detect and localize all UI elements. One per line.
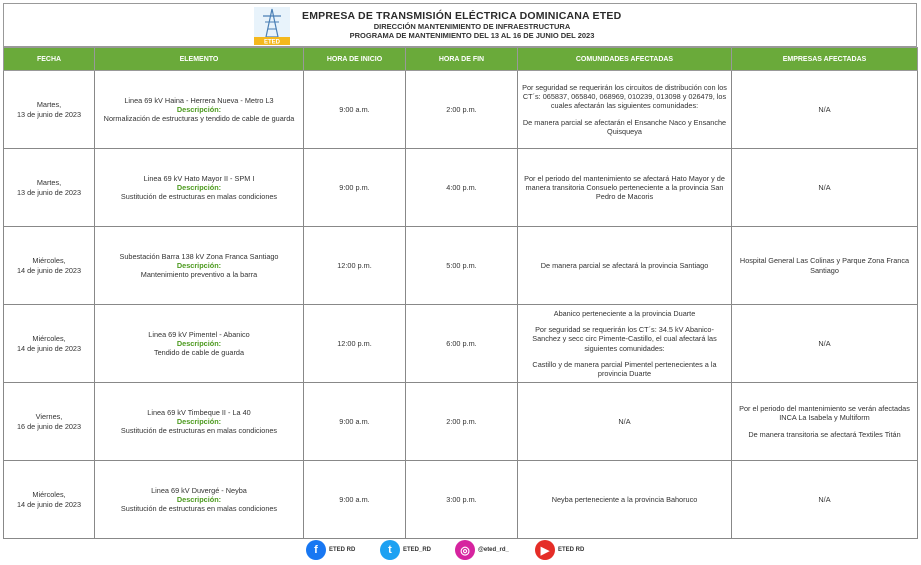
end-time: 2:00 p.m. xyxy=(446,416,477,426)
header-titles xyxy=(302,10,642,40)
company-text: Hospital General Las Colinas y Parque Zona Franca Santiago xyxy=(739,256,910,275)
table-row xyxy=(4,227,918,305)
end-time: 3:00 p.m. xyxy=(446,494,477,504)
end-time-cell xyxy=(406,461,518,539)
community-text: De manera parcial se afectarán el Ensanche Naco y Ensanche Quisqueya xyxy=(522,117,727,136)
start-time-cell xyxy=(304,461,406,539)
date-cell xyxy=(4,383,95,461)
start-time-cell xyxy=(304,149,406,227)
element-cell xyxy=(95,305,304,383)
companies-cell xyxy=(732,383,918,461)
col-header-hora-inicio: HORA DE INICIO xyxy=(304,48,406,71)
description-label: Descripción: xyxy=(176,104,222,114)
company-text: N/A xyxy=(818,182,831,192)
element-cell xyxy=(95,461,304,539)
social-link[interactable] xyxy=(380,540,431,560)
community-text: Castillo y de manera parcial Pimentel pertenecientes a la provincia Duarte xyxy=(532,359,717,378)
community-text: Por seguridad se requerirán los CT´s: 34.5 kV Abanico-Sanchez y secc circ Pimente-Castillo, el cual afectará las siguientes comunidades: xyxy=(532,325,717,353)
end-time: 4:00 p.m. xyxy=(446,182,477,192)
col-header-fecha: FECHA xyxy=(4,48,95,71)
date-cell xyxy=(4,461,95,539)
twitter-icon: t xyxy=(380,540,400,560)
date-cell xyxy=(4,149,95,227)
social-label: ETED RD xyxy=(329,547,356,553)
date-cell xyxy=(4,71,95,149)
col-header-hora-fin: HORA DE FIN xyxy=(406,48,518,71)
company-text: N/A xyxy=(818,338,831,348)
company-text: Por el periodo del mantenimiento se verán afectadas INCA La Isabela y Multiform xyxy=(739,404,910,423)
table-row xyxy=(4,71,918,149)
description-label: Descripción: xyxy=(176,182,222,192)
communities-cell xyxy=(518,461,732,539)
start-time: 9:00 a.m. xyxy=(339,104,370,114)
companies-cell xyxy=(732,149,918,227)
department-title: DIRECCIÓN MANTENIMIENTO DE INFRAESTRUCTURA xyxy=(373,22,571,31)
start-time: 9:00 a.m. xyxy=(339,494,370,504)
date-text: 13 de junio de 2023 xyxy=(16,109,82,119)
youtube-icon: ▶ xyxy=(535,540,555,560)
community-text: N/A xyxy=(618,416,631,426)
company-text: De manera transitoria se afectará Textiles Titán xyxy=(748,429,901,439)
element-name: Linea 69 kV Pimentel - Abanico xyxy=(148,329,250,339)
start-time: 9:00 p.m. xyxy=(339,182,370,192)
document-header xyxy=(3,3,917,47)
communities-cell xyxy=(518,383,732,461)
communities-cell xyxy=(518,227,732,305)
element-cell xyxy=(95,383,304,461)
end-time: 2:00 p.m. xyxy=(446,104,477,114)
element-cell xyxy=(95,227,304,305)
end-time-cell xyxy=(406,149,518,227)
description-label: Descripción: xyxy=(176,338,222,348)
community-text: Por el periodo del mantenimiento se afectará Hato Mayor y de manera transitoria Consuelo perteneciente a la provincia San Pedro de Macoris xyxy=(524,173,725,202)
element-description: Sustitución de estructuras en malas condiciones xyxy=(120,192,278,202)
start-time-cell xyxy=(304,383,406,461)
community-text: Neyba perteneciente a la provincia Bahoruco xyxy=(551,494,698,504)
end-time: 5:00 p.m. xyxy=(446,260,477,270)
element-description: Sustitución de estructuras en malas condiciones xyxy=(120,426,278,436)
table-row xyxy=(4,461,918,539)
date-text: 13 de junio de 2023 xyxy=(16,187,82,197)
day-text: Miércoles, xyxy=(32,334,66,344)
description-label: Descripción: xyxy=(176,494,222,504)
table-row xyxy=(4,305,918,383)
date-cell xyxy=(4,227,95,305)
eted-logo-icon xyxy=(254,7,290,45)
social-label: @eted_rd_ xyxy=(478,547,509,553)
end-time-cell xyxy=(406,383,518,461)
communities-cell xyxy=(518,149,732,227)
start-time-cell xyxy=(304,227,406,305)
facebook-icon: f xyxy=(306,540,326,560)
social-link[interactable] xyxy=(306,540,355,560)
element-description: Mantenimiento preventivo a la barra xyxy=(140,270,258,280)
day-text: Martes, xyxy=(36,178,62,188)
element-description: Tendido de cable de guarda xyxy=(153,348,245,358)
element-name: Linea 69 kV Timbeque II - La 40 xyxy=(147,407,251,417)
start-time: 12:00 p.m. xyxy=(337,338,372,348)
day-text: Martes, xyxy=(36,100,62,110)
social-footer xyxy=(0,540,921,564)
company-text: N/A xyxy=(818,494,831,504)
companies-cell xyxy=(732,461,918,539)
maintenance-schedule-table xyxy=(3,47,918,539)
community-text: Por seguridad se requerirán los circuitos de distribución con los CT´s: 065837, 065840, 068969, 010239, 013098 y 026479, los cuales afectarán las siguientes comunidades: xyxy=(522,82,727,111)
end-time: 6:00 p.m. xyxy=(446,338,477,348)
end-time-cell xyxy=(406,71,518,149)
start-time-cell xyxy=(304,71,406,149)
day-text: Viernes, xyxy=(35,412,63,422)
element-name: Subestación Barra 138 kV Zona Franca Santiago xyxy=(119,251,279,261)
end-time-cell xyxy=(406,227,518,305)
company-text: N/A xyxy=(818,104,831,114)
social-label: ETED RD xyxy=(558,547,585,553)
col-header-elemento: ELEMENTO xyxy=(95,48,304,71)
start-time-cell xyxy=(304,305,406,383)
description-label: Descripción: xyxy=(176,260,222,270)
date-text: 14 de junio de 2023 xyxy=(16,265,82,275)
element-name: Linea 69 kV Hato Mayor II - SPM I xyxy=(143,173,255,183)
instagram-icon: ◎ xyxy=(455,540,475,560)
start-time: 9:00 a.m. xyxy=(339,416,370,426)
social-label: ETED_RD xyxy=(403,547,432,553)
element-name: Linea 69 kV Haina - Herrera Nueva - Metro L3 xyxy=(124,95,274,105)
element-name: Linea 69 kV Duvergé - Neyba xyxy=(151,485,247,495)
date-text: 14 de junio de 2023 xyxy=(16,499,82,509)
social-link[interactable] xyxy=(455,540,509,560)
companies-cell xyxy=(732,71,918,149)
table-row xyxy=(4,383,918,461)
element-cell xyxy=(95,149,304,227)
date-text: 16 de junio de 2023 xyxy=(16,421,82,431)
svg-text:ETED: ETED xyxy=(263,39,281,45)
col-header-empresas: EMPRESAS AFECTADAS xyxy=(732,48,918,71)
date-text: 14 de junio de 2023 xyxy=(16,343,82,353)
description-label: Descripción: xyxy=(176,416,222,426)
end-time-cell xyxy=(406,305,518,383)
companies-cell xyxy=(732,305,918,383)
element-description: Normalización de estructuras y tendido de cable de guarda xyxy=(103,114,295,124)
program-title: PROGRAMA DE MANTENIMIENTO DEL 13 AL 16 DE JUNIO DEL 2023 xyxy=(349,31,595,40)
start-time: 12:00 p.m. xyxy=(337,260,372,270)
companies-cell xyxy=(732,227,918,305)
communities-cell xyxy=(518,71,732,149)
element-cell xyxy=(95,71,304,149)
communities-cell xyxy=(518,305,732,383)
company-title: EMPRESA DE TRANSMISIÓN ELÉCTRICA DOMINICANA ETED xyxy=(302,10,622,22)
table-row xyxy=(4,149,918,227)
element-description: Sustitución de estructuras en malas condiciones xyxy=(120,504,278,514)
col-header-comunidades: COMUNIDADES AFECTADAS xyxy=(518,48,732,71)
date-cell xyxy=(4,305,95,383)
table-header-row xyxy=(4,48,918,71)
community-text: De manera parcial se afectará la provincia Santiago xyxy=(540,260,709,270)
community-text: Abanico perteneciente a la provincia Duarte xyxy=(553,308,696,318)
social-link[interactable] xyxy=(535,540,584,560)
day-text: Miércoles, xyxy=(32,256,66,266)
day-text: Miércoles, xyxy=(32,490,66,500)
